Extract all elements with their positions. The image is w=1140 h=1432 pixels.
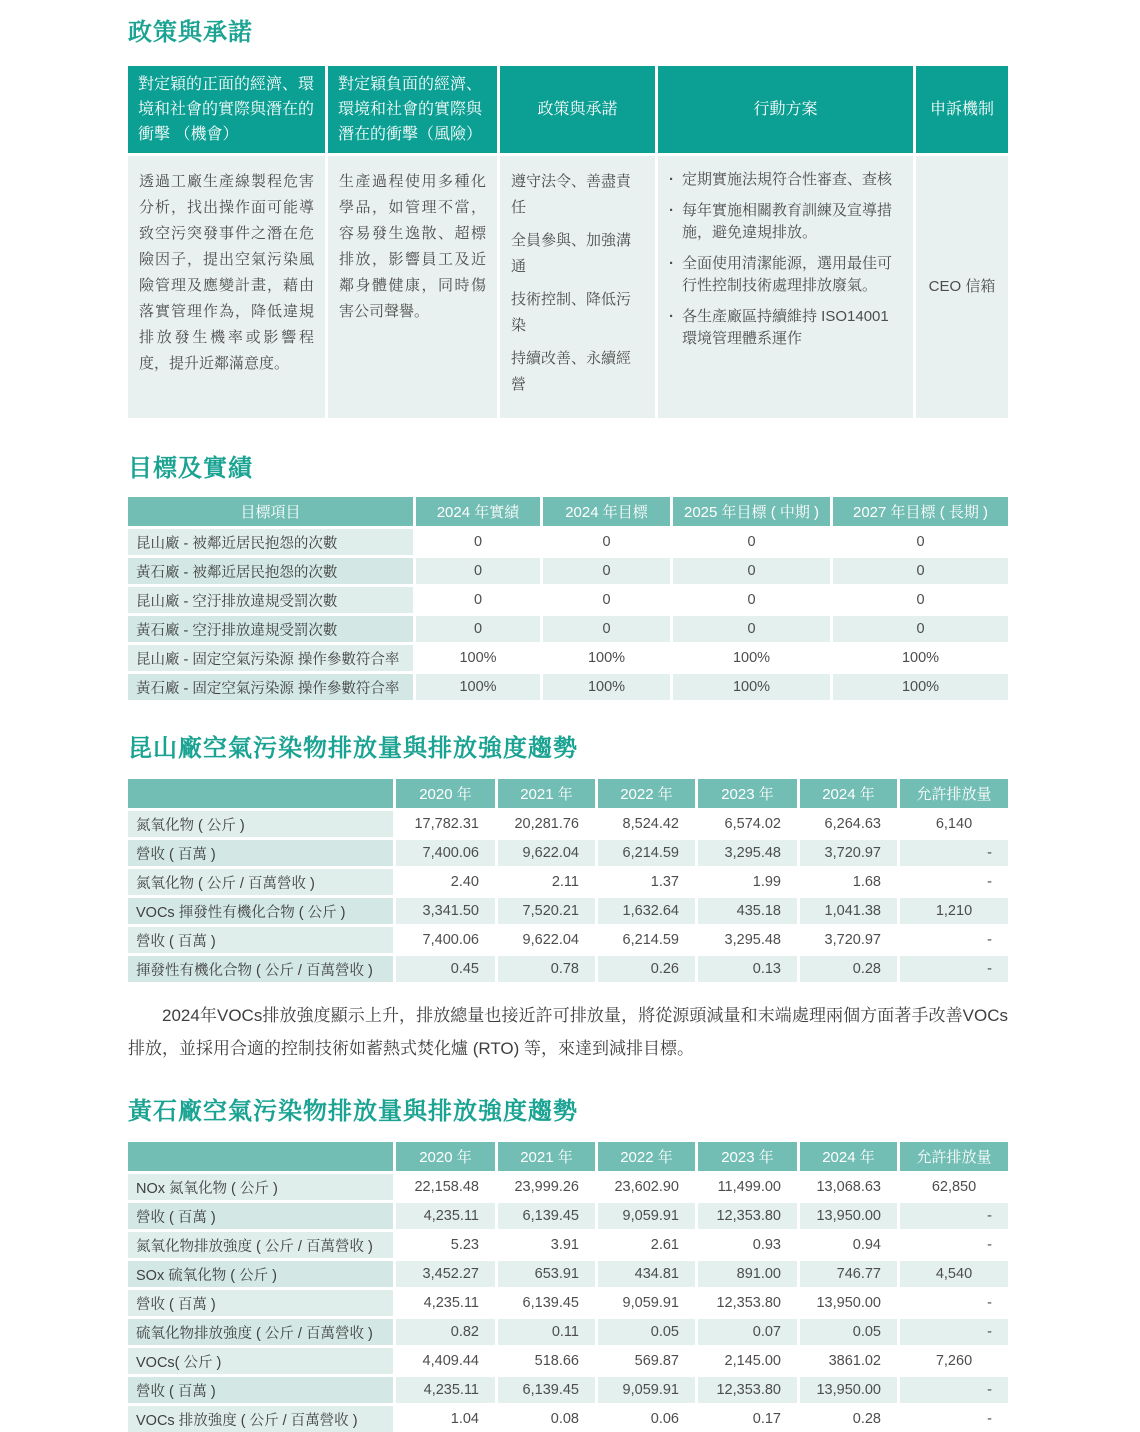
cell-value: - [900, 1203, 1008, 1229]
cell-value: 9,622.04 [498, 927, 595, 953]
action-plan-cell [658, 156, 913, 418]
cell-value: 0.07 [698, 1319, 797, 1345]
row-label: 昆山廠 - 固定空氣污染源 操作參數符合率 [128, 645, 413, 671]
cell-value: 0.06 [598, 1406, 695, 1432]
bullet-icon: · [669, 171, 674, 188]
row-label: 營收 ( 百萬 ) [128, 927, 393, 953]
action-item-text: 各生產廠區持續維持 ISO14001 環境管理體系運作 [682, 308, 889, 347]
goals-section-title: 目標及實績 [128, 455, 253, 482]
opportunity-impact-cell: 透過工廠生產線製程危害分析，找出操作面可能導致空污突發事件之潛在危險因子，提出空氣污染風險管理及應變計畫，藉由落實管理作為，降低違規排放發生機率或影響程度，提升近鄰滿意度。 [128, 156, 325, 418]
cell-value: 22,158.48 [396, 1174, 495, 1200]
cell-value: 7,400.06 [396, 927, 495, 953]
column-header: 2024 年 [800, 1142, 897, 1171]
cell-value: 6,139.45 [498, 1377, 595, 1403]
row-label: NOx 氮氧化物 ( 公斤 ) [128, 1174, 393, 1200]
policy-line: 遵守法令、善盡責任 [511, 173, 632, 216]
column-header [128, 779, 393, 808]
cell-value: 0 [673, 587, 830, 613]
policy-line: 持續改善、永續經營 [511, 350, 632, 393]
cell-value: 7,260 [900, 1348, 1008, 1374]
column-header: 允許排放量 [900, 1142, 1008, 1171]
cell-value: 891.00 [698, 1261, 797, 1287]
policy-header-opportunity: 對定穎的正面的經濟、環境和社會的實際與潛在的衝擊 （機會） [128, 66, 325, 153]
cell-value: 2.40 [396, 869, 495, 895]
cell-value: 100% [673, 674, 830, 700]
cell-value: 0.94 [800, 1232, 897, 1258]
cell-value: 9,059.91 [598, 1290, 695, 1316]
cell-value: 1.37 [598, 869, 695, 895]
cell-value: 13,950.00 [800, 1290, 897, 1316]
policy-line: 全員參與、加強溝通 [511, 232, 632, 275]
cell-value: 0 [673, 616, 830, 642]
action-item [669, 200, 902, 244]
cell-value: 4,235.11 [396, 1290, 495, 1316]
row-label: 硫氧化物排放強度 ( 公斤 / 百萬營收 ) [128, 1319, 393, 1345]
cell-value: 6,574.02 [698, 811, 797, 837]
cell-value: 100% [416, 674, 540, 700]
cell-value: 12,353.80 [698, 1290, 797, 1316]
vocs-improvement-note: 2024年VOCs排放強度顯示上升，排放總量也接近許可排放量，將從源頭減量和末端處理兩個方面著手改善VOCs排放，並採用合適的控制技術如蓄熱式焚化爐 (RTO) 等，來達到減排目標。 [128, 1006, 1008, 1058]
cell-value: 6,214.59 [598, 840, 695, 866]
cell-value: 434.81 [598, 1261, 695, 1287]
row-label: VOCs 排放強度 ( 公斤 / 百萬營收 ) [128, 1406, 393, 1432]
column-header: 2022 年 [598, 1142, 695, 1171]
policy-commitment-cell [500, 156, 655, 418]
cell-value: 100% [543, 645, 670, 671]
cell-value: 13,068.63 [800, 1174, 897, 1200]
policy-line: 技術控制、降低污染 [511, 291, 632, 334]
row-label: VOCs 揮發性有機化合物 ( 公斤 ) [128, 898, 393, 924]
cell-value: 1.99 [698, 869, 797, 895]
cell-value: 1,632.64 [598, 898, 695, 924]
cell-value: 0.05 [598, 1319, 695, 1345]
row-label: 氮氧化物 ( 公斤 / 百萬營收 ) [128, 869, 393, 895]
column-header: 2021 年 [498, 1142, 595, 1171]
policy-header-action: 行動方案 [658, 66, 913, 153]
cell-value: 518.66 [498, 1348, 595, 1374]
cell-value: 12,353.80 [698, 1203, 797, 1229]
cell-value: 13,950.00 [800, 1377, 897, 1403]
cell-value: - [900, 927, 1008, 953]
row-label: 營收 ( 百萬 ) [128, 840, 393, 866]
column-header: 2025 年目標 ( 中期 ) [673, 497, 830, 526]
cell-value: 0.26 [598, 956, 695, 982]
cell-value: - [900, 840, 1008, 866]
cell-value: 62,850 [900, 1174, 1008, 1200]
policy-table [128, 66, 1008, 418]
report-content [128, 0, 1008, 1432]
cell-value: 3,295.48 [698, 840, 797, 866]
cell-value: 3,452.27 [396, 1261, 495, 1287]
action-item [669, 169, 902, 191]
action-item-text: 定期實施法規符合性審查、查核 [682, 171, 893, 188]
cell-value: 6,214.59 [598, 927, 695, 953]
cell-value: 0.17 [698, 1406, 797, 1432]
action-item [669, 306, 902, 350]
huangshi-section-title: 黃石廠空氣污染物排放量與排放強度趨勢 [128, 1098, 578, 1125]
cell-value: 5.23 [396, 1232, 495, 1258]
row-label: 黃石廠 - 空汙排放違規受罰次數 [128, 616, 413, 642]
cell-value: 2.11 [498, 869, 595, 895]
cell-value: 11,499.00 [698, 1174, 797, 1200]
column-header: 2023 年 [698, 1142, 797, 1171]
column-header: 2020 年 [396, 779, 495, 808]
bullet-icon: · [669, 308, 674, 325]
cell-value: 20,281.76 [498, 811, 595, 837]
cell-value: 0 [833, 616, 1008, 642]
cell-value: 1,041.38 [800, 898, 897, 924]
action-item [669, 253, 902, 297]
row-label: VOCs( 公斤 ) [128, 1348, 393, 1374]
cell-value: 9,059.91 [598, 1203, 695, 1229]
row-label: 營收 ( 百萬 ) [128, 1203, 393, 1229]
cell-value: 435.18 [698, 898, 797, 924]
cell-value: 3861.02 [800, 1348, 897, 1374]
cell-value: - [900, 1377, 1008, 1403]
cell-value: 0 [543, 529, 670, 555]
cell-value: 0 [416, 616, 540, 642]
action-item-text: 全面使用清潔能源，選用最佳可行性控制技術處理排放廢氣。 [682, 255, 893, 294]
column-header: 2024 年目標 [543, 497, 670, 526]
cell-value: 7,400.06 [396, 840, 495, 866]
row-label: 黃石廠 - 被鄰近居民抱怨的次數 [128, 558, 413, 584]
cell-value: 0.82 [396, 1319, 495, 1345]
cell-value: 12,353.80 [698, 1377, 797, 1403]
cell-value: 0.11 [498, 1319, 595, 1345]
bullet-icon: · [669, 202, 674, 219]
row-label: 氮氧化物排放強度 ( 公斤 / 百萬營收 ) [128, 1232, 393, 1258]
cell-value: 0.45 [396, 956, 495, 982]
column-header: 2027 年目標 ( 長期 ) [833, 497, 1008, 526]
cell-value: 23,602.90 [598, 1174, 695, 1200]
cell-value: 7,520.21 [498, 898, 595, 924]
cell-value: 0.28 [800, 1406, 897, 1432]
cell-value: - [900, 956, 1008, 982]
cell-value: 100% [416, 645, 540, 671]
cell-value: 0 [543, 558, 670, 584]
cell-value: 0 [543, 587, 670, 613]
huangshi-emissions-table [128, 1142, 1008, 1432]
kunshan-section-title: 昆山廠空氣污染物排放量與排放強度趨勢 [128, 735, 578, 762]
kunshan-emissions-table [128, 779, 1008, 982]
cell-value: 100% [833, 674, 1008, 700]
cell-value: 0.05 [800, 1319, 897, 1345]
cell-value: 1,210 [900, 898, 1008, 924]
goals-table [128, 497, 1008, 700]
column-header [128, 1142, 393, 1171]
column-header: 目標項目 [128, 497, 413, 526]
cell-value: 3,341.50 [396, 898, 495, 924]
cell-value: 0 [833, 558, 1008, 584]
column-header: 允許排放量 [900, 779, 1008, 808]
grievance-mechanism-cell: CEO 信箱 [916, 156, 1008, 418]
cell-value: 100% [673, 645, 830, 671]
policy-header-risk: 對定穎負面的經濟、環境和社會的實際與潛在的衝擊（風險） [328, 66, 497, 153]
cell-value: 17,782.31 [396, 811, 495, 837]
cell-value: 0 [543, 616, 670, 642]
cell-value: - [900, 1319, 1008, 1345]
cell-value: 2,145.00 [698, 1348, 797, 1374]
column-header: 2024 年實績 [416, 497, 540, 526]
cell-value: 100% [833, 645, 1008, 671]
cell-value: 13,950.00 [800, 1203, 897, 1229]
cell-value: 4,540 [900, 1261, 1008, 1287]
row-label: 營收 ( 百萬 ) [128, 1290, 393, 1316]
cell-value: 6,140 [900, 811, 1008, 837]
cell-value: 9,622.04 [498, 840, 595, 866]
cell-value: - [900, 1290, 1008, 1316]
cell-value: - [900, 1406, 1008, 1432]
cell-value: - [900, 1232, 1008, 1258]
bullet-icon: · [669, 255, 674, 272]
cell-value: 0 [416, 587, 540, 613]
column-header: 2020 年 [396, 1142, 495, 1171]
cell-value: 569.87 [598, 1348, 695, 1374]
cell-value: 0.78 [498, 956, 595, 982]
cell-value: 6,139.45 [498, 1203, 595, 1229]
cell-value: 1.68 [800, 869, 897, 895]
cell-value: 3,720.97 [800, 927, 897, 953]
column-header: 2022 年 [598, 779, 695, 808]
cell-value: 2.61 [598, 1232, 695, 1258]
action-item-text: 每年實施相關教育訓練及宣導措施，避免違規排放。 [682, 202, 893, 241]
cell-value: 8,524.42 [598, 811, 695, 837]
cell-value: 653.91 [498, 1261, 595, 1287]
cell-value: 6,264.63 [800, 811, 897, 837]
policy-section-title: 政策與承諾 [128, 19, 253, 46]
row-label: 黃石廠 - 固定空氣污染源 操作參數符合率 [128, 674, 413, 700]
cell-value: 3,295.48 [698, 927, 797, 953]
row-label: SOx 硫氧化物 ( 公斤 ) [128, 1261, 393, 1287]
cell-value: 0.93 [698, 1232, 797, 1258]
cell-value: 23,999.26 [498, 1174, 595, 1200]
cell-value: 0 [416, 529, 540, 555]
cell-value: 9,059.91 [598, 1377, 695, 1403]
row-label: 昆山廠 - 空汙排放違規受罰次數 [128, 587, 413, 613]
cell-value: 100% [543, 674, 670, 700]
cell-value: 3.91 [498, 1232, 595, 1258]
cell-value: 0 [416, 558, 540, 584]
cell-value: 0 [673, 558, 830, 584]
cell-value: 6,139.45 [498, 1290, 595, 1316]
column-header: 2024 年 [800, 779, 897, 808]
policy-header-policy: 政策與承諾 [500, 66, 655, 153]
column-header: 2021 年 [498, 779, 595, 808]
row-label: 氮氧化物 ( 公斤 ) [128, 811, 393, 837]
cell-value: 0 [673, 529, 830, 555]
cell-value: 0 [833, 587, 1008, 613]
cell-value: 4,235.11 [396, 1377, 495, 1403]
cell-value: 0.28 [800, 956, 897, 982]
cell-value: 4,235.11 [396, 1203, 495, 1229]
row-label: 揮發性有機化合物 ( 公斤 / 百萬營收 ) [128, 956, 393, 982]
row-label: 昆山廠 - 被鄰近居民抱怨的次數 [128, 529, 413, 555]
cell-value: 3,720.97 [800, 840, 897, 866]
cell-value: 4,409.44 [396, 1348, 495, 1374]
cell-value: 0 [833, 529, 1008, 555]
risk-impact-cell: 生產過程使用多種化學品，如管理不當，容易發生逸散、超標排放，影響員工及近鄰身體健康，同時傷害公司聲譽。 [328, 156, 497, 418]
row-label: 營收 ( 百萬 ) [128, 1377, 393, 1403]
cell-value: 0.08 [498, 1406, 595, 1432]
cell-value: 1.04 [396, 1406, 495, 1432]
cell-value: - [900, 869, 1008, 895]
policy-header-grievance: 申訴機制 [916, 66, 1008, 153]
column-header: 2023 年 [698, 779, 797, 808]
cell-value: 746.77 [800, 1261, 897, 1287]
cell-value: 0.13 [698, 956, 797, 982]
